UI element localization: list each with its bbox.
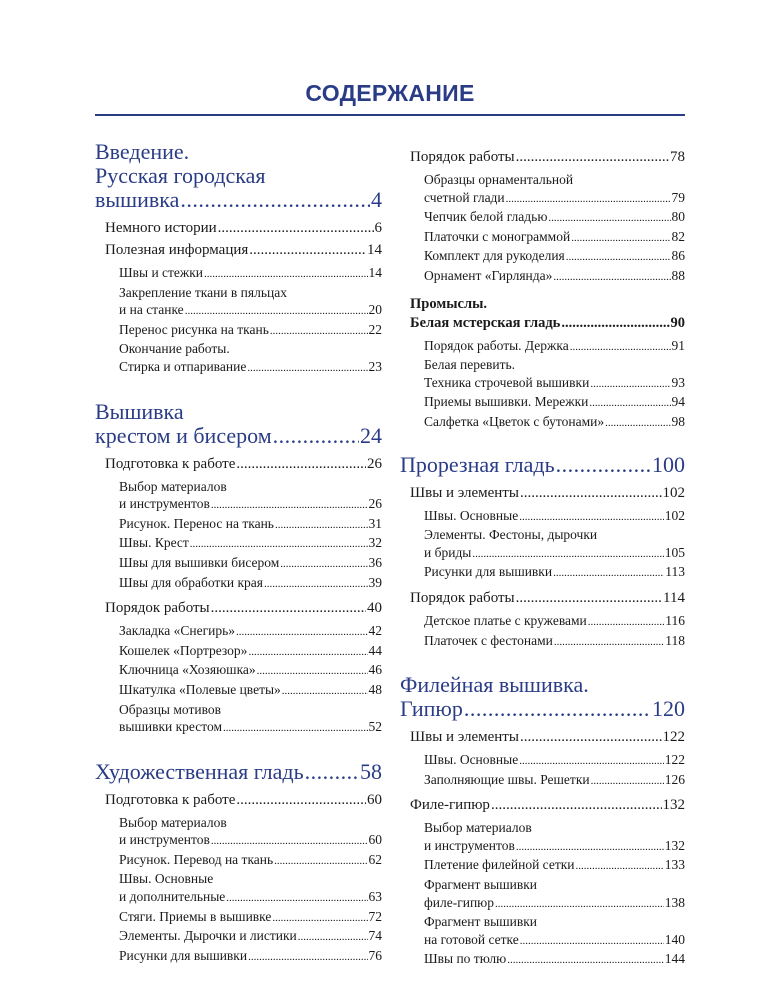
entry-title: Шкатулка «Полевые цветы» [119, 681, 281, 697]
entry-title: Белая перевить. [424, 357, 516, 373]
dot-leader [273, 424, 359, 448]
page-number: 48 [368, 681, 382, 697]
chapter-title-line: крестом и бисером [95, 422, 272, 448]
toc-subentry[interactable] [119, 574, 382, 594]
entry-title: Приемы вышивки. Мережки [424, 394, 589, 410]
entry-title: Порядок работы [410, 589, 515, 606]
page-number: 6 [374, 220, 382, 236]
dot-leader [257, 661, 368, 681]
entry-title: Платочки с монограммой [424, 228, 571, 244]
page-number: 46 [368, 662, 382, 678]
entry-title: Комплект для рукоделия [424, 248, 565, 264]
page-number: 86 [671, 248, 685, 264]
toc-subentry[interactable] [424, 356, 685, 393]
dot-leader [561, 314, 669, 333]
entry-title: Окончание работы. [119, 341, 230, 357]
page-number: 144 [664, 951, 685, 967]
entry-title: Порядок работы [410, 149, 515, 165]
page-number: 132 [662, 797, 685, 814]
dot-leader [180, 188, 370, 212]
toc-subentry[interactable] [119, 947, 382, 967]
entry-title: Промыслы. [410, 295, 488, 312]
page-number: 102 [664, 507, 685, 523]
page-number: 76 [368, 947, 382, 963]
entry-title: Кошелек «Портрезор» [119, 642, 248, 658]
entry-title: Швы. Основные [119, 871, 214, 887]
dot-leader [605, 413, 670, 433]
entry-title: Плетение филейной сетки [424, 857, 575, 873]
toc-right-column [400, 147, 685, 970]
toc-subentry[interactable] [424, 913, 685, 950]
dot-leader [520, 931, 664, 951]
toc-subentry[interactable] [119, 681, 382, 701]
entry-title: Чепчик белой гладью [424, 209, 548, 225]
entry-title: и на станке [119, 302, 184, 318]
entry-title: Порядок работы [105, 600, 210, 617]
dot-leader [506, 189, 671, 209]
toc-subentry[interactable] [424, 563, 685, 583]
entry-title: Техника строчевой вышивки [424, 374, 590, 390]
page-number: 126 [664, 771, 685, 787]
toc-subentry[interactable] [119, 554, 382, 574]
entry-title: Выбор материалов [424, 820, 532, 836]
toc-subentry[interactable] [119, 701, 382, 738]
dot-leader [275, 515, 368, 535]
dot-leader [553, 563, 664, 583]
page-number: 39 [368, 574, 382, 590]
toc-subentry[interactable] [119, 870, 382, 907]
entry-title: Детское платье с кружевами [424, 612, 587, 628]
dot-leader [507, 950, 663, 970]
dot-leader [249, 240, 366, 260]
toc-subentry[interactable] [119, 515, 382, 535]
dot-leader [553, 267, 670, 287]
dot-leader [248, 642, 367, 662]
dot-leader [589, 393, 670, 413]
toc-subentry[interactable] [119, 321, 382, 341]
chapter-title-line: Гипюр [400, 696, 463, 722]
entry-title: Салфетка «Цветок с бутонами» [424, 413, 605, 429]
dot-leader [236, 622, 367, 642]
page-number: 122 [664, 752, 685, 768]
dot-leader [247, 358, 367, 378]
dot-leader [298, 927, 368, 947]
page-number: 90 [670, 314, 685, 331]
dot-leader [519, 507, 664, 527]
page-number: 94 [671, 394, 685, 410]
toc-subentry[interactable] [424, 247, 685, 267]
dot-leader [236, 790, 366, 810]
entry-title: Заполняющие швы. Решетки [424, 771, 590, 787]
toc-entry[interactable] [105, 790, 382, 810]
page-number: 116 [665, 612, 685, 628]
entry-title: Полезная информация [105, 242, 249, 258]
dot-leader [588, 612, 664, 632]
toc-entry[interactable] [105, 598, 382, 618]
entry-title: счетной глади [424, 189, 505, 205]
chapter-title-line: Вышивка [95, 398, 184, 424]
page-number: 114 [663, 589, 685, 606]
dot-leader [236, 454, 366, 474]
toc-subentry[interactable] [424, 267, 685, 287]
dot-leader [566, 247, 671, 267]
toc-subentry[interactable] [424, 526, 685, 563]
page-number: 52 [368, 719, 382, 735]
toc-chapter-filet[interactable] [400, 673, 685, 721]
entry-title: Швы. Крест [119, 535, 189, 551]
entry-title: на готовой сетке [424, 931, 519, 947]
dot-leader [211, 598, 366, 618]
page-number: 14 [368, 265, 382, 280]
entry-title: Платочек с фестонами [424, 632, 553, 648]
entry-title: Выбор материалов [119, 478, 227, 494]
dot-leader [520, 727, 662, 747]
dot-leader [190, 534, 368, 554]
page-number: 138 [664, 894, 685, 910]
dot-leader [576, 856, 664, 876]
toc-subentry[interactable] [424, 751, 685, 771]
toc-entry[interactable] [410, 795, 685, 815]
toc-subentry[interactable] [119, 851, 382, 871]
entry-title: Фрагмент вышивки [424, 877, 538, 893]
toc-subentry[interactable] [119, 284, 382, 321]
entry-title: Стирка и отпаривание [119, 358, 247, 374]
dot-leader [516, 837, 664, 857]
entry-title: Подготовка к работе [105, 791, 236, 808]
page-number: 88 [671, 267, 685, 283]
toc-subentry[interactable] [424, 507, 685, 527]
toc-entry[interactable] [410, 483, 685, 503]
page-number: 36 [368, 554, 382, 570]
page-number: 80 [671, 209, 685, 225]
toc-entry[interactable] [105, 240, 382, 260]
toc-subentry[interactable] [119, 478, 382, 515]
dot-leader [591, 771, 664, 791]
toc-subentry[interactable] [119, 622, 382, 642]
dot-leader [519, 751, 664, 771]
chapter-title-line: Русская городская [95, 163, 266, 188]
dot-leader [571, 228, 670, 248]
page-number: 23 [368, 358, 382, 374]
page-number: 62 [368, 851, 382, 867]
dot-leader [264, 574, 368, 594]
page-number: 40 [367, 600, 382, 617]
toc-entry[interactable] [410, 727, 685, 747]
page-number: 24 [360, 422, 382, 448]
toc-subentry[interactable] [424, 612, 685, 632]
page-number: 113 [665, 564, 685, 580]
toc-subentry[interactable] [119, 814, 382, 851]
entry-title: Фрагмент вышивки [424, 914, 538, 930]
dot-leader [223, 718, 368, 738]
dot-leader [280, 554, 367, 574]
page-number: 22 [368, 321, 382, 337]
page-number: 78 [670, 149, 685, 165]
toc-subentry[interactable] [424, 393, 685, 413]
toc-chapter-cutwork[interactable] [400, 453, 685, 477]
dot-leader [185, 301, 368, 321]
page-title: СОДЕРЖАНИЕ [305, 80, 475, 106]
dot-leader [282, 681, 368, 701]
dot-leader [211, 831, 368, 851]
dot-leader [270, 321, 368, 341]
entry-title: Белая мстерская гладь [410, 314, 561, 331]
entry-title: и бриды [424, 544, 472, 560]
toc-entry[interactable] [105, 218, 382, 238]
page-number: 100 [652, 451, 685, 477]
toc-entry[interactable] [105, 454, 382, 474]
toc-entry[interactable] [410, 147, 685, 167]
toc-subentry[interactable] [119, 661, 382, 681]
toc-subentry[interactable] [424, 228, 685, 248]
page-number: 74 [368, 928, 382, 944]
page-number: 31 [368, 515, 382, 531]
page-number: 4 [371, 187, 382, 212]
dot-leader [554, 632, 664, 652]
entry-title: и инструментов [119, 832, 210, 848]
page-number: 58 [360, 758, 382, 784]
entry-title: Орнамент «Гирлянда» [424, 267, 553, 283]
entry-title: Выбор материалов [119, 814, 227, 830]
dot-leader [556, 453, 651, 477]
title-rule [95, 114, 685, 116]
toc-subentry[interactable] [119, 340, 382, 377]
chapter-title-line: Прорезная гладь [400, 451, 555, 477]
page-number: 20 [368, 302, 382, 318]
page-number: 14 [367, 242, 382, 258]
toc-subentry[interactable] [119, 264, 382, 284]
entry-title: Швы. Основные [424, 507, 519, 523]
entry-title: Закрепление ткани в пяльцах [119, 284, 287, 300]
toc-subentry[interactable] [424, 856, 685, 876]
toc-subentry[interactable] [424, 337, 685, 357]
toc-left-column [95, 140, 382, 966]
page-number: 98 [671, 413, 685, 429]
entry-title: вышивки крестом [119, 719, 222, 735]
entry-title: Рисунки для вышивки [424, 564, 553, 580]
dot-leader [211, 495, 368, 515]
dot-leader [464, 697, 651, 721]
entry-title: Перенос рисунка на ткань [119, 321, 269, 337]
page-number: 120 [652, 696, 685, 722]
entry-title: Подготовка к работе [105, 455, 236, 472]
entry-title: Швы и элементы [410, 729, 519, 746]
dot-leader [305, 760, 359, 784]
toc-chapter-intro[interactable] [95, 140, 382, 212]
dot-leader [274, 851, 367, 871]
dot-leader [495, 894, 664, 914]
page-number: 132 [664, 837, 685, 853]
toc-subentry[interactable] [424, 171, 685, 208]
dot-leader [548, 208, 670, 228]
dot-leader [520, 483, 662, 503]
toc-subentry[interactable] [424, 876, 685, 913]
entry-title: Элементы. Дырочки и листики [119, 928, 297, 944]
toc-subentry[interactable] [119, 927, 382, 947]
toc-entry-bold[interactable] [410, 295, 685, 333]
toc-entry[interactable] [410, 588, 685, 608]
dot-leader [516, 588, 662, 608]
page-number: 26 [367, 455, 382, 472]
page-number: 105 [664, 544, 685, 560]
entry-title: и дополнительные [119, 889, 226, 905]
entry-title: Швы по тюлю [424, 951, 507, 967]
entry-title: Образцы мотивов [119, 701, 222, 717]
toc-chapter-cross-stitch[interactable] [95, 400, 382, 448]
dot-leader [491, 795, 662, 815]
entry-title: Рисунок. Перевод на ткань [119, 851, 274, 867]
page-number: 133 [664, 857, 685, 873]
entry-title: Швы для обработки края [119, 574, 263, 590]
dot-leader [248, 947, 367, 967]
toc-subentry[interactable] [424, 632, 685, 652]
page-number: 63 [368, 889, 382, 905]
chapter-title-line: Введение. [95, 139, 190, 164]
toc-subentry[interactable] [424, 771, 685, 791]
chapter-title-line: вышивка [95, 187, 180, 212]
dot-leader [590, 374, 670, 394]
entry-title: Элементы. Фестоны, дырочки [424, 527, 598, 543]
page-number: 60 [367, 791, 382, 808]
toc-subentry[interactable] [119, 642, 382, 662]
page-number: 122 [662, 729, 685, 746]
entry-title: Образцы орнаментальной [424, 172, 574, 187]
entry-title: Стяги. Приемы в вышивке [119, 908, 272, 924]
dot-leader [570, 337, 671, 357]
toc-subentry[interactable] [424, 950, 685, 970]
entry-title: Порядок работы. Держка [424, 337, 569, 353]
chapter-title-line: Филейная вышивка. [400, 672, 589, 698]
dot-leader [472, 544, 663, 564]
toc-subentry[interactable] [424, 819, 685, 856]
entry-title: Закладка «Снегирь» [119, 623, 236, 639]
entry-title: Швы для вышивки бисером [119, 554, 280, 570]
page-number: 60 [368, 832, 382, 848]
page-number: 140 [664, 931, 685, 947]
entry-title: Немного истории [105, 220, 217, 236]
dot-leader [204, 264, 367, 284]
toc-subentry[interactable] [119, 908, 382, 928]
page-number: 93 [671, 374, 685, 390]
entry-title: Рисунки для вышивки [119, 947, 248, 963]
entry-title: Швы и элементы [410, 484, 519, 501]
page-number: 32 [368, 535, 382, 551]
page-number: 102 [662, 484, 685, 501]
toc-subentry[interactable] [119, 534, 382, 554]
dot-leader [516, 147, 669, 167]
entry-title: и инструментов [119, 496, 210, 512]
entry-title: Рисунок. Перенос на ткань [119, 515, 274, 531]
dot-leader [226, 888, 367, 908]
entry-title: Ключница «Хозяюшка» [119, 662, 256, 678]
page-number: 91 [671, 337, 685, 353]
entry-title: Филе-гипюр [410, 797, 490, 814]
page-number: 42 [368, 623, 382, 639]
toc-subentry[interactable] [424, 413, 685, 433]
toc-subentry[interactable] [424, 208, 685, 228]
page-number: 118 [665, 632, 685, 648]
dot-leader [218, 218, 374, 238]
entry-title: филе-гипюр [424, 894, 495, 910]
entry-title: Швы. Основные [424, 752, 519, 768]
page-number: 44 [368, 642, 382, 658]
dot-leader [272, 908, 367, 928]
page-number: 82 [671, 228, 685, 244]
toc-chapter-satin-stitch[interactable] [95, 760, 382, 784]
page-number: 72 [368, 908, 382, 924]
chapter-title-line: Художественная гладь [95, 758, 304, 784]
entry-title: Швы и стежки [119, 265, 204, 280]
page-number: 26 [368, 496, 382, 512]
entry-title: и инструментов [424, 837, 515, 853]
page-number: 79 [671, 189, 685, 205]
